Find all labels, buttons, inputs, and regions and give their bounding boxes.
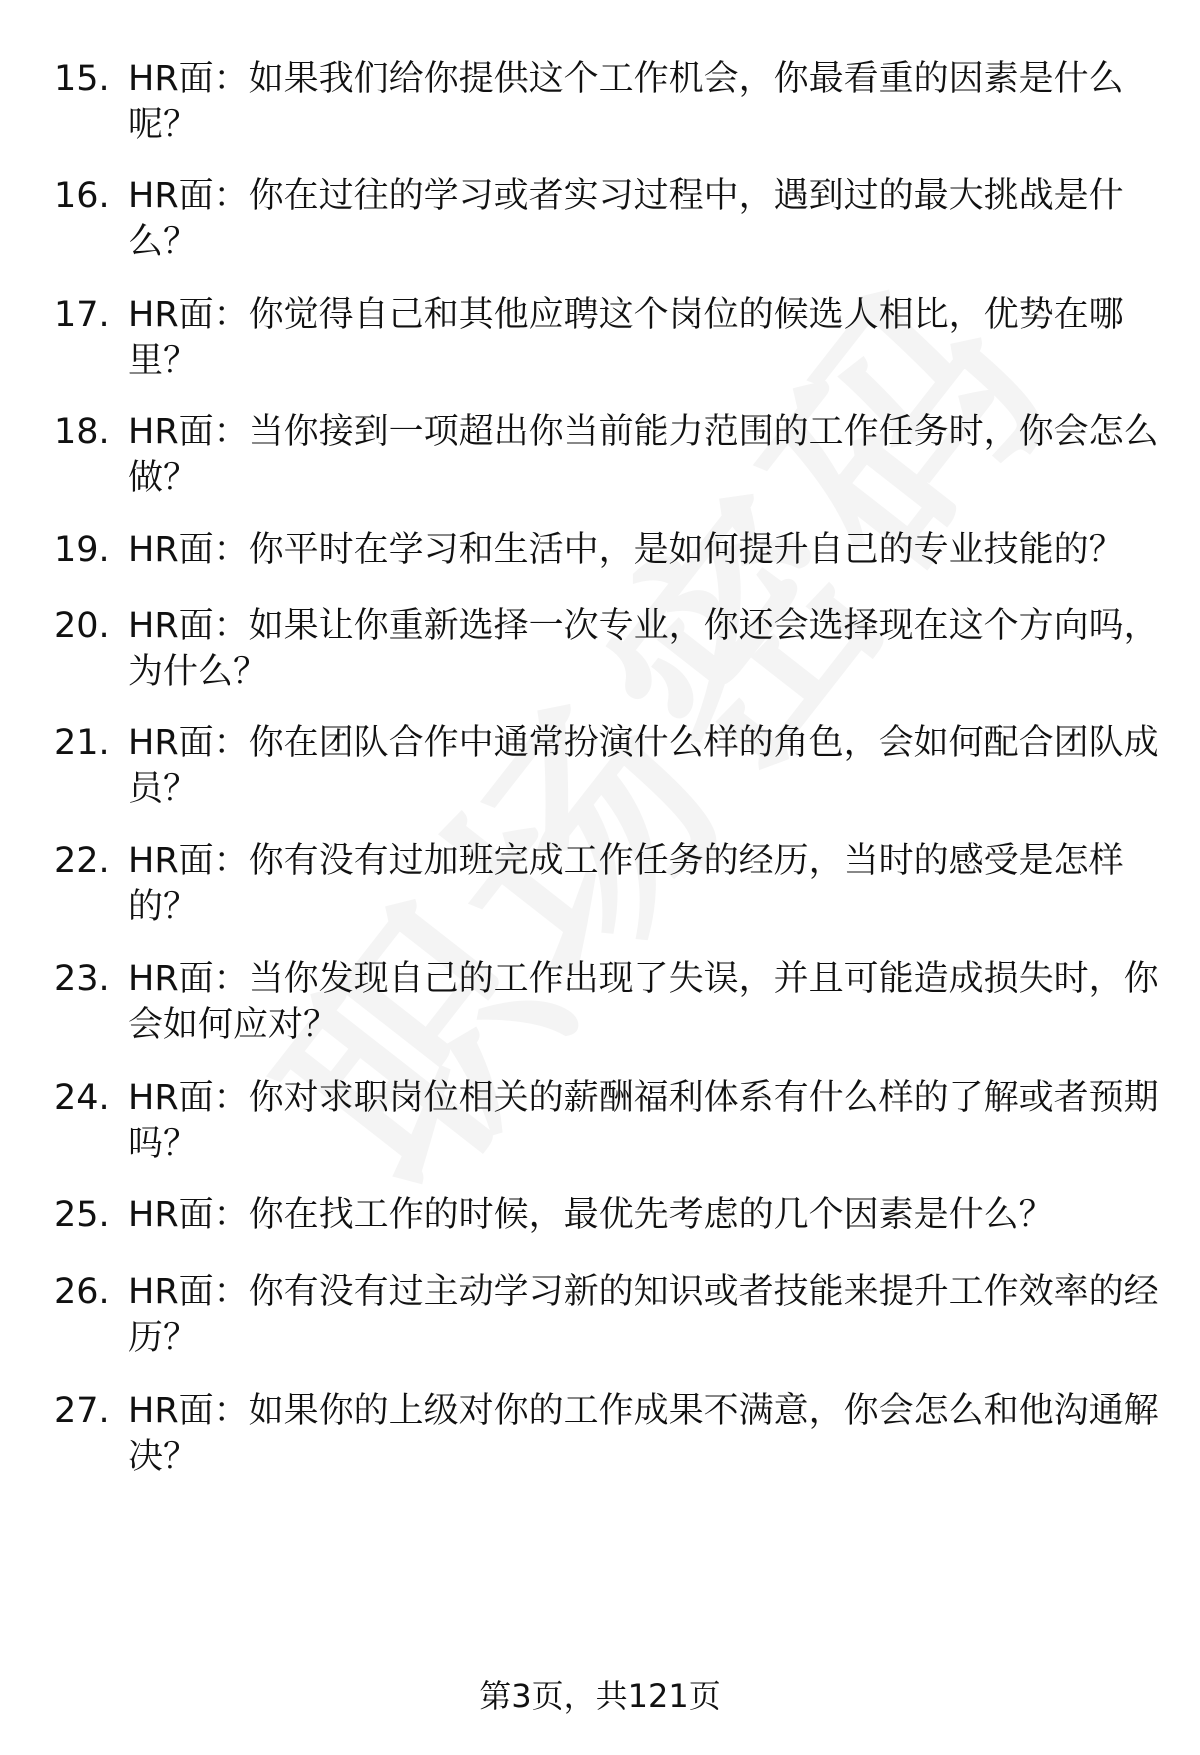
question-number: 17.: [54, 295, 110, 335]
question-number: 26.: [54, 1272, 110, 1312]
question-number: 21.: [54, 723, 110, 763]
question-text: HR面：你有没有过主动学习新的知识或者技能来提升工作效率的经历？: [128, 1272, 1159, 1358]
page-number-footer: 第3页，共121页: [479, 1677, 721, 1715]
question-number: 18.: [54, 412, 110, 452]
question-text: HR面：你在团队合作中通常扮演什么样的角色，会如何配合团队成员？: [128, 723, 1159, 809]
question-number: 24.: [54, 1078, 110, 1118]
question-number: 19.: [54, 530, 110, 570]
question-number: 20.: [54, 606, 110, 646]
question-number: 15.: [54, 59, 110, 99]
question-text: HR面：你觉得自己和其他应聘这个岗位的候选人相比，优势在哪里？: [128, 295, 1124, 381]
question-number: 27.: [54, 1391, 110, 1431]
question-text: HR面：你对求职岗位相关的薪酬福利体系有什么样的了解或者预期吗？: [128, 1078, 1159, 1164]
question-text: HR面：你在找工作的时候，最优先考虑的几个因素是什么？: [128, 1195, 1054, 1235]
question-text: HR面：如果我们给你提供这个工作机会，你最看重的因素是什么呢？: [128, 59, 1124, 145]
question-text: HR面：你有没有过加班完成工作任务的经历，当时的感受是怎样的？: [128, 841, 1124, 927]
question-text: HR面：当你发现自己的工作出现了失误，并且可能造成损失时，你会如何应对？: [128, 959, 1159, 1045]
question-text: HR面：你平时在学习和生活中，是如何提升自己的专业技能的？: [128, 530, 1124, 570]
question-text: HR面：如果让你重新选择一次专业，你还会选择现在这个方向吗，为什么？: [128, 606, 1159, 692]
question-text: HR面：你在过往的学习或者实习过程中，遇到过的最大挑战是什么？: [128, 176, 1124, 262]
question-text: HR面：如果你的上级对你的工作成果不满意，你会怎么和他沟通解决？: [128, 1391, 1159, 1477]
question-number: 25.: [54, 1195, 110, 1235]
question-number: 23.: [54, 959, 110, 999]
question-number: 16.: [54, 176, 110, 216]
question-number: 22.: [54, 841, 110, 881]
question-text: HR面：当你接到一项超出你当前能力范围的工作任务时，你会怎么做？: [128, 412, 1159, 498]
